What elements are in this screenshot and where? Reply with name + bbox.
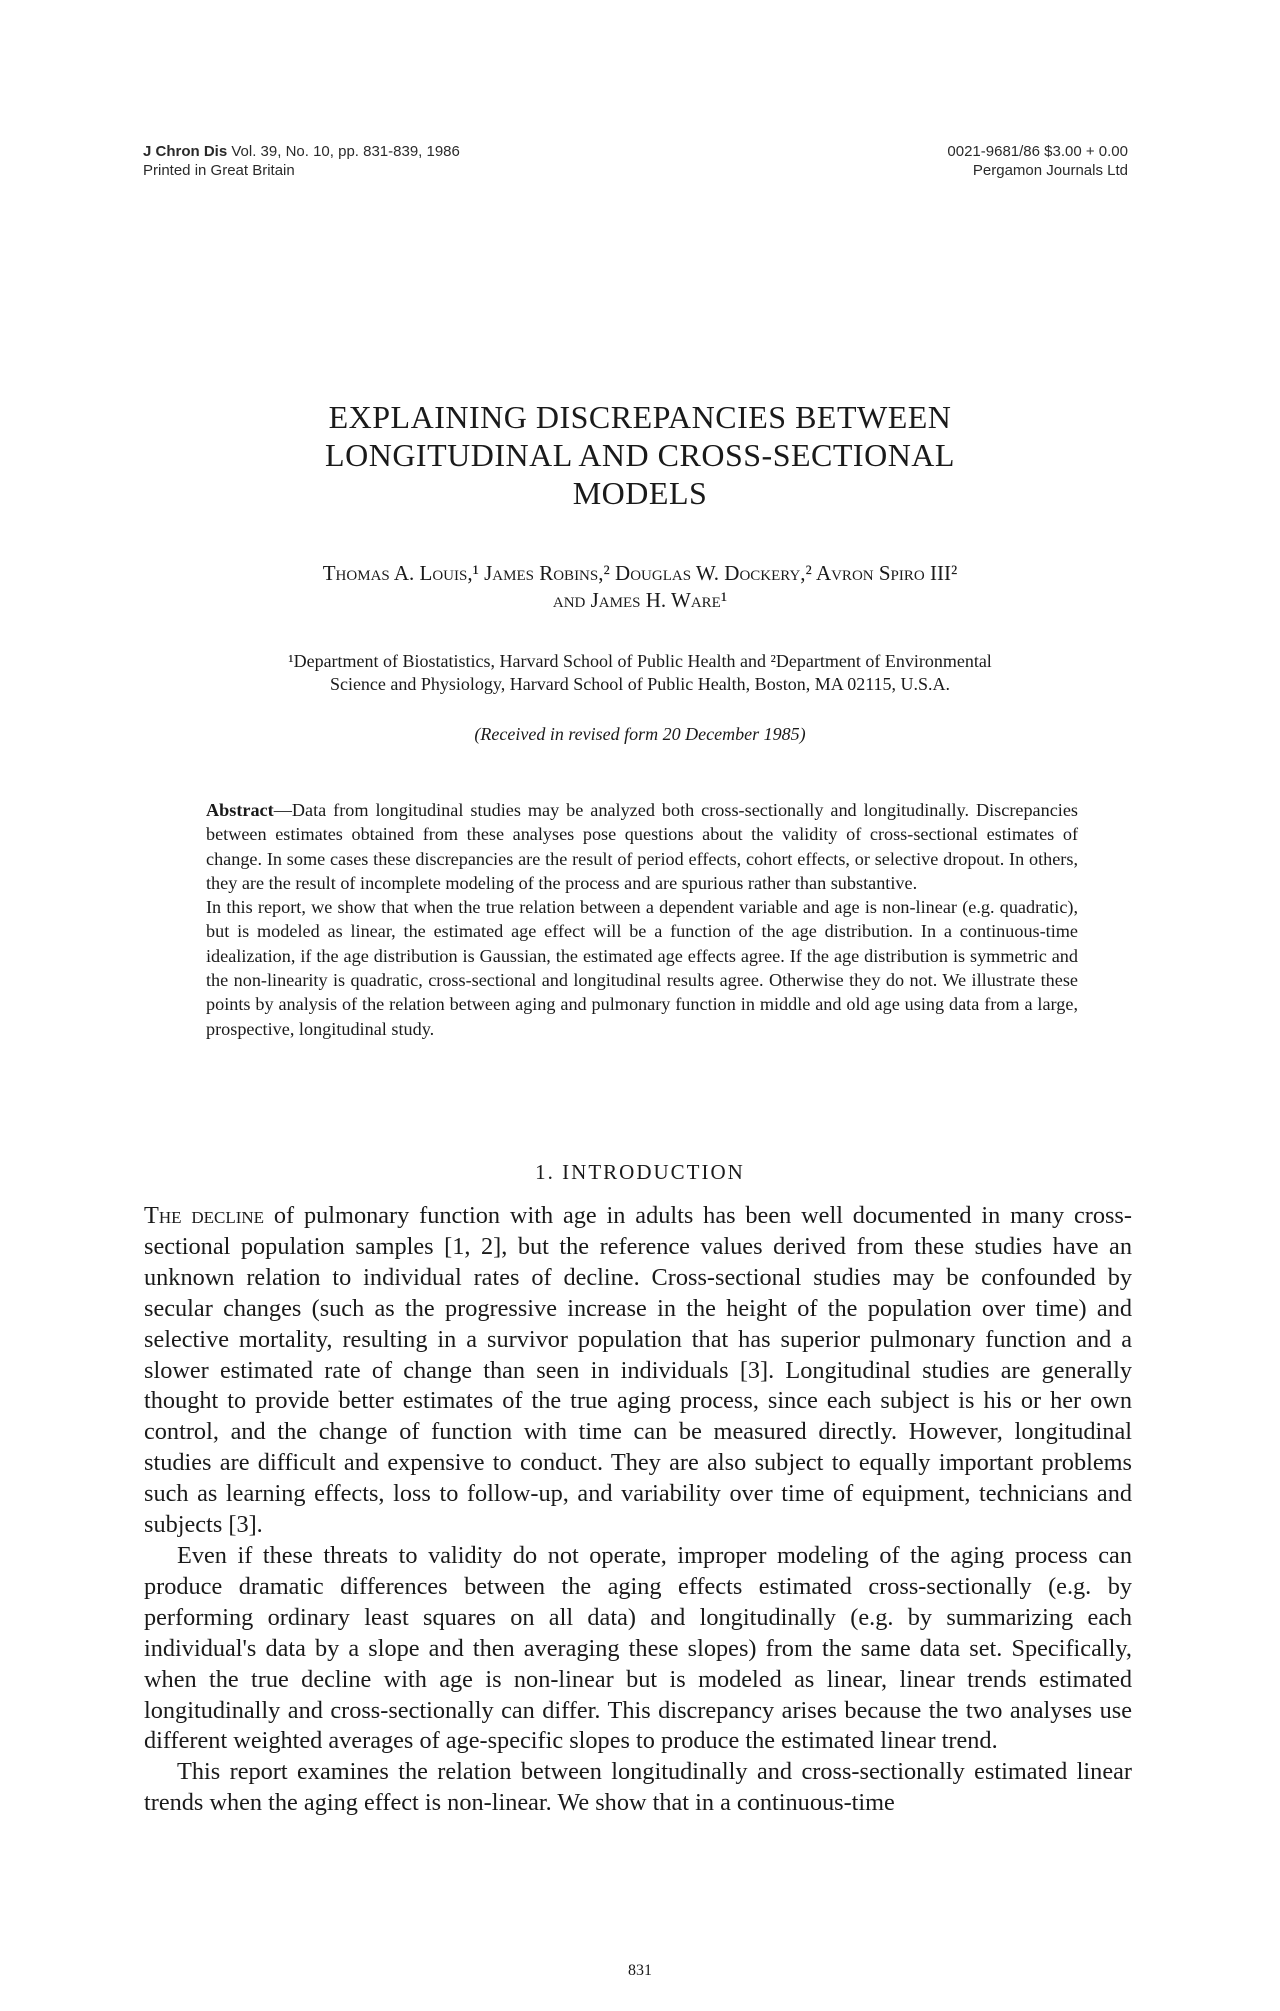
affiliation-line-1: ¹Department of Biostatistics, Harvard School of Public Health and ²Department of Environmental (288, 651, 992, 671)
section-heading: 1. INTRODUCTION (535, 1160, 745, 1184)
author-list (160, 560, 1120, 614)
publisher: Pergamon Journals Ltd (972, 162, 1128, 179)
title-line-2: LONGITUDINAL AND CROSS-SECTIONAL (325, 437, 955, 473)
header-left (143, 142, 460, 180)
price-code: 0021-9681/86 $3.00 + 0.00 (947, 143, 1128, 160)
body-paragraph-2: Even if these threats to validity do not operate, improper modeling of the aging process can produce dramatic differences between the aging effects estimated cross-sectionally (e.g. by performing ordinary least squares on all data) and longitudinally (e.g. by summarizing each individual's data by a slope and then averaging these slopes) from the same data set. Specifically, when the true decline with age is non-linear but is modeled as linear, linear trends estimated longitudinally and cross-sectionally can differ. This discrepancy arises because the two analyses use different weighted averages of age-specific slopes to produce the estimated linear trend. (144, 1541, 1132, 1755)
affiliations (150, 650, 1130, 696)
article-title (180, 398, 1100, 512)
title-line-3: MODELS (572, 475, 708, 511)
abstract-text-1: —Data from longitudinal studies may be analyzed both cross-sectionally and longitudinally. Discrepancies between estimates obtained from these analyses pose questions about the validity of cross-sectional estimates of change. In some cases these discrepancies are the result of period effects, cohort effects, or selective dropout. In others, they are the result of incomplete modeling of the process and are spurious rather than substantive. (206, 800, 1078, 893)
journal-volume: Vol. 39, No. 10, pp. 831-839, 1986 (231, 143, 460, 160)
printed-location: Printed in Great Britain (143, 162, 295, 179)
received-date: (Received in revised form 20 December 1985) (474, 724, 806, 744)
lead-in: The decline (144, 1202, 265, 1229)
journal-name: J Chron Dis (143, 143, 228, 160)
affiliation-line-2: Science and Physiology, Harvard School of Public Health, Boston, MA 02115, U.S.A. (329, 674, 951, 694)
page-number: 831 (628, 1962, 652, 1979)
abstract (206, 798, 1078, 1041)
abstract-paragraph-1 (206, 798, 1078, 895)
abstract-paragraph-2: In this report, we show that when the true relation between a dependent variable and age is non-linear (e.g. quadratic), but is modeled as linear, the estimated age effect will be a function of the age distribution. In a continuous-time idealization, if the age distribution is Gaussian, the estimated age effects agree. If the age distribution is symmetric and the non-linearity is quadratic, cross-sectional and longitudinal results agree. Otherwise they do not. We illustrate these points by analysis of the relation between aging and pulmonary function in middle and old age using data from a large, prospective, longitudinal study. (206, 897, 1078, 1039)
header-right (947, 142, 1128, 180)
abstract-label: Abstract (206, 800, 274, 820)
body-paragraph-1 (144, 1201, 1132, 1541)
body-paragraph-3: This report examines the relation between longitudinally and cross-sectionally estimated linear trends when the aging effect is non-linear. We show that in a continuous-time (144, 1758, 1132, 1817)
body-text (144, 1201, 1132, 1819)
title-line-1: EXPLAINING DISCREPANCIES BETWEEN (328, 399, 952, 435)
authors-line-1: Thomas A. Louis,¹ James Robins,² Douglas W. Dockery,² Avron Spiro III² (322, 561, 958, 585)
authors-line-2: and James H. Ware¹ (552, 588, 728, 612)
journal-citation (143, 142, 460, 161)
body-text-1: of pulmonary function with age in adults has been well documented in many cross-sectional population samples [1, 2], but the reference values derived from these studies have an unknown relation to individual rates of decline. Cross-sectional studies may be confounded by secular changes (such as the progressive increase in the height of the population over time) and selective mortality, resulting in a survivor population that has superior pulmonary function and a slower estimated rate of change than seen in individuals [3]. Longitudinal studies are generally thought to provide better estimates of the true aging process, since each subject is his or her own control, and the change of function with time can be measured directly. However, longitudinal studies are difficult and expensive to conduct. They are also subject to equally important problems such as learning effects, loss to follow-up, and variability over time of equipment, technicians and subjects [3]. (144, 1202, 1132, 1539)
